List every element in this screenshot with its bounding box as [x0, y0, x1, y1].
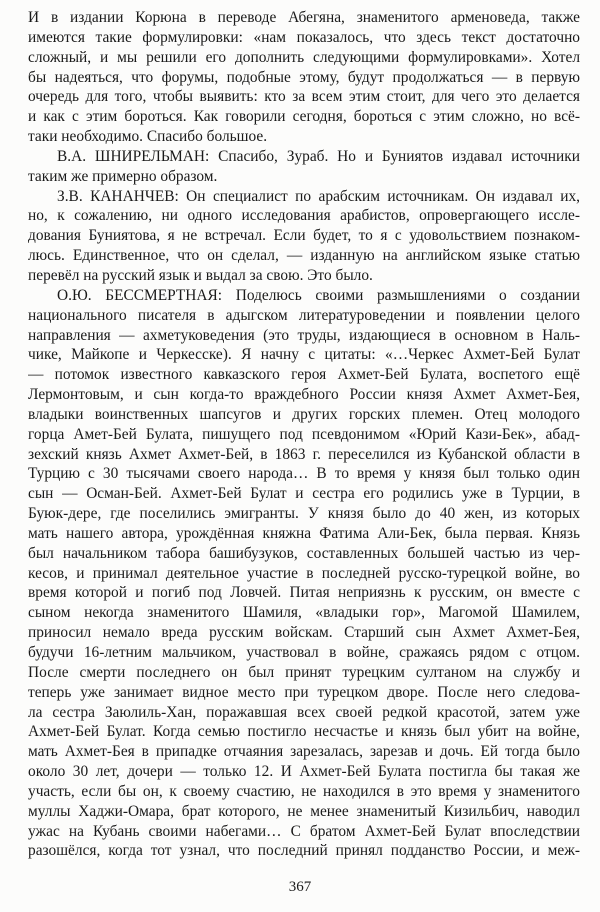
text-line: владыки воинственных шапсугов и других горских племен. Отец молодого: [28, 405, 580, 423]
text-line: направления — ахметуковедения (это труды, издающиеся в основном в Наль-: [28, 326, 580, 344]
text-line: Ахмет-Бей Булат. Когда семью постигло несчастье и князь был убит на войне,: [28, 723, 580, 741]
text-line: сложный, и мы решили его дополнить следующими формулировками». Хотел: [28, 48, 580, 66]
text-line: ла сестра Заюлиль-Хан, поражавшая всех своей редкой красотой, затем уже: [28, 703, 580, 721]
body-text: [28, 8, 580, 861]
text-line: имеются такие формулировки: «нам показалось, что здесь текст достаточно: [28, 28, 580, 46]
text-line: мать нашего автора, урождённая княжна Фатима Али-Бек, была первая. Князь: [28, 524, 580, 542]
text-line: сын — Осман-Бей. Ахмет-Бей Булат и сестра его родились уже в Турции, в: [28, 485, 580, 503]
text-line: чике, Майкопе и Черкесске). Я начну с цитаты: «…Черкес Ахмет-Бей Булат: [28, 346, 580, 364]
paragraph-kananchev: [28, 187, 580, 286]
paragraph-continuation: [28, 8, 580, 147]
text-line: ужас на Кубань своими набегами… С братом Ахмет-Бей Булат впоследствии: [28, 822, 580, 840]
text-line: Турцию с 30 тысячами своего народа… В то время у князя был только один: [28, 465, 580, 483]
text-line: дования Буниятова, я не встречал. Если будет, то я с удовольствием познаком-: [28, 227, 580, 245]
text-line: муллы Хаджи-Омара, брат которого, не менее знаменитый Кизильбич, наводил: [28, 802, 580, 820]
text-line: Лермонтовым, и сын когда-то враждебного России князя Ахмет Ахмет-Бея,: [28, 386, 580, 404]
text-line: таки необходимо. Спасибо большое.: [28, 128, 268, 146]
paragraph-shnirelman: [28, 147, 580, 187]
text-line: зехский князь Ахмет Ахмет-Бей, в 1863 г. переселился из Кубанской области в: [28, 445, 580, 463]
text-line: очередь для того, чтобы выявить: кто за всем этим стоит, для чего это делается: [28, 88, 580, 106]
text-line: перевёл на русский язык и выдал за свою. Это было.: [28, 266, 373, 284]
text-line: И в издании Корюна в переводе Абегяна, знаменитого арменоведа, также: [28, 9, 580, 26]
text-line: люсь. Единственное, что он сделал, — изданную на английском языке статью: [28, 247, 580, 265]
text-line: и как с этим бороться. Как говорили сегодня, бороться с этим сложно, но всё-: [28, 108, 580, 126]
text-line: национального писателя в адыгском литературоведении и появлении целого: [28, 306, 580, 324]
text-line: бы надеяться, что форумы, подобные этому, будут продолжаться — в первую: [28, 68, 580, 86]
text-line: был начальником табора башибузуков, составленных большей частью из чер-: [28, 544, 580, 562]
text-line: В.А. ШНИРЕЛЬМАН: Спасибо, Зураб. Но и Буниятов издавал источники: [57, 147, 580, 165]
page-number: 367: [288, 879, 312, 895]
text-line: сыном некогда знаменитого Шамиля, «владыки гор», Магомой Шамилем,: [28, 604, 580, 622]
paragraph-bessmertnaya: [28, 286, 580, 861]
text-line: приносил немало вреда русским войскам. Старший сын Ахмет Ахмет-Бея,: [28, 624, 580, 642]
text-line: разошёлся, когда тот узнал, что последний принял подданство России, и меж-: [28, 842, 580, 860]
text-line: участь, если бы он, к своему счастию, не находился в это время у знаменитого: [28, 782, 580, 800]
text-line: Буюк-дере, где поселились эмигранты. У князя было до 40 жен, из которых: [28, 505, 580, 523]
text-line: горца Амет-Бей Булата, пишущего под псевдонимом «Юрий Кази-Бек», абад-: [28, 425, 580, 443]
text-line: После смерти последнего он был принят турецким султаном на службу и: [28, 663, 580, 681]
text-line: но, к сожалению, ни одного исследования арабистов, опровергающего иссле-: [28, 207, 580, 225]
text-line: З.В. КАНАНЧЕВ: Он специалист по арабским источникам. Он издавал их,: [57, 187, 580, 205]
text-line: мать Ахмет-Бея в припадке отчаяния зарезалась, зарезав и дочь. Ей тогда было: [28, 743, 580, 761]
text-line: теперь уже занимает видное место при турецком дворе. После него следова-: [28, 683, 580, 701]
text-line: таким же примерно образом.: [28, 167, 218, 185]
text-line: О.Ю. БЕССМЕРТНАЯ: Поделюсь своими размышлениями о создании: [57, 286, 580, 304]
text-line: около 30 лет, дочери — только 12. И Ахмет-Бей Булата постигла бы такая же: [28, 763, 580, 781]
text-line: — потомок известного кавказского героя Ахмет-Бей Булата, воспетого ещё: [28, 366, 580, 384]
text-line: время которой и погиб под Ловчей. Питая неприязнь к русским, он вместе с: [28, 584, 580, 602]
text-line: будучи 16-летним мальчиком, участвовал в войне, сражаясь рядом с отцом.: [28, 644, 580, 661]
text-line: кесов, и принимал деятельное участие в последней русско-турецкой войне, во: [28, 564, 580, 582]
